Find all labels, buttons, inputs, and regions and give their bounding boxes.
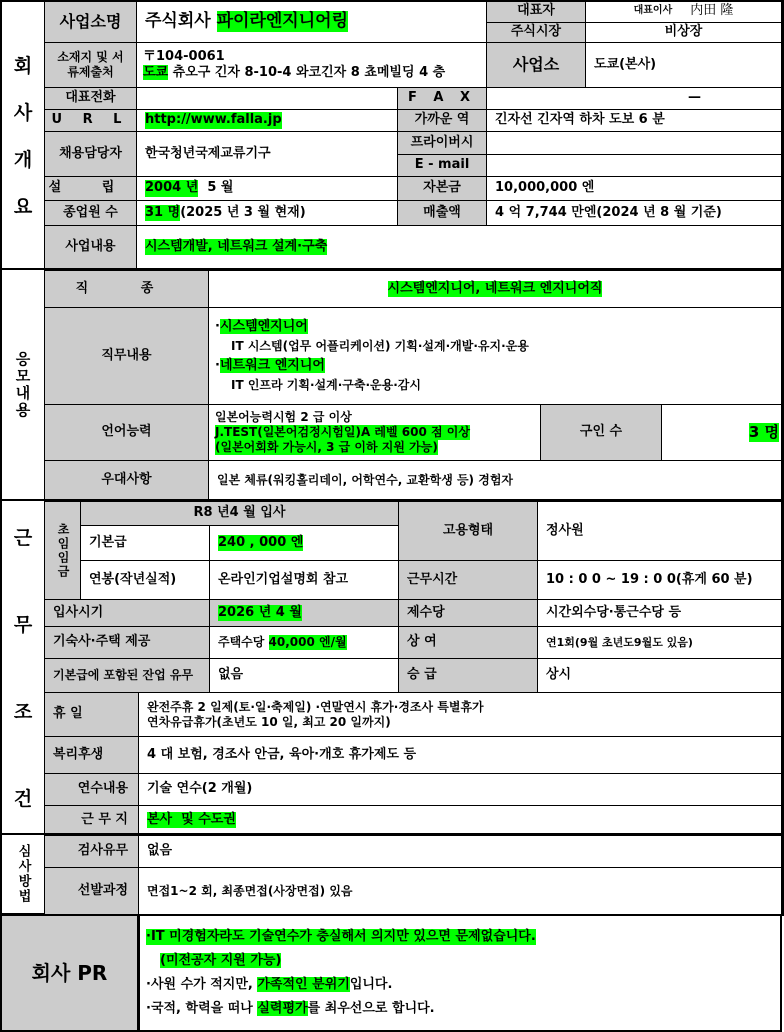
exam-value: 없음 bbox=[138, 835, 782, 868]
base-pay-value: 240 , 000 엔 bbox=[209, 525, 399, 561]
url-value[interactable]: http://www.falla.jp bbox=[136, 109, 398, 132]
start-date-label: 입사시기 bbox=[44, 599, 210, 627]
openings-value: 3 명 bbox=[661, 404, 782, 461]
address-value: 〒104-0061 도쿄 츄오구 긴자 8-10-4 와코긴자 8 쵸메빌딩 4 층 bbox=[136, 42, 487, 88]
address-label: 소재지 및 서류제출처 bbox=[44, 42, 137, 88]
business-value: 시스템개발, 네트워크 설계·구축 bbox=[136, 225, 782, 269]
exam-label: 검사유무 bbox=[44, 835, 139, 868]
annual-salary-value: 온라인기업설명회 참고 bbox=[209, 560, 399, 600]
language-label: 언어능력 bbox=[44, 404, 209, 461]
start-date-value: 2026 년 4 월 bbox=[209, 599, 399, 627]
url-label: U R L bbox=[44, 109, 137, 132]
section-label-application: 응모내용 bbox=[13, 350, 32, 419]
allowance-label: 제수당 bbox=[398, 599, 538, 627]
duty-item: ·네트워크 엔지니어 bbox=[215, 358, 325, 373]
welfare-value: 4 대 보험, 경조사 안금, 육아·개호 휴가제도 등 bbox=[138, 736, 782, 774]
office-label: 사업소 bbox=[486, 42, 586, 88]
company-pr-label: 회사 PR bbox=[0, 914, 139, 1032]
pr-line: ·국적, 학력을 떠나 실력평가를 최우선으로 합니다. bbox=[146, 1001, 435, 1017]
duty-desc: IT 시스템(업무 어플리케이션) 기획·설계·개발·유지·운용 bbox=[231, 339, 529, 353]
work-hours-value: 10 : 0 0 ~ 19 : 0 0(휴게 60 분) bbox=[537, 560, 782, 600]
annual-salary-label: 연봉(작년실적) bbox=[80, 560, 210, 600]
company-name: 주식회사 파이라엔지니어링 bbox=[136, 0, 487, 43]
training-value: 기술 연수(2 개월) bbox=[138, 773, 782, 806]
phone-label: 대표전화 bbox=[44, 87, 137, 110]
overtime-value: 없음 bbox=[209, 658, 399, 693]
capital-value: 10,000,000 엔 bbox=[486, 176, 782, 201]
fax-label: F A X bbox=[397, 87, 487, 110]
stock-market-value: 비상장 bbox=[585, 22, 782, 43]
training-label: 연수내용 bbox=[44, 773, 139, 806]
recruiter-value: 한국청년국제교류기구 bbox=[136, 131, 398, 177]
holiday-value: 완전주휴 2 일제(토·일·축제일) ·연말연시 휴가·경조사 특별휴가 연차유급휴가(초년도 10 일, 최고 20 일까지) bbox=[138, 692, 782, 737]
bonus-value: 연1회(9월 초년도9월도 있음) bbox=[537, 626, 782, 659]
employees-value: 31 명 (2025 년 3 월 현재) bbox=[136, 200, 398, 226]
office-value: 도쿄(본사) bbox=[585, 42, 782, 88]
job-type-label: 직 종 bbox=[44, 270, 209, 308]
raise-value: 상시 bbox=[537, 658, 782, 693]
raise-label: 승 급 bbox=[398, 658, 538, 693]
founded-value: 2004 년 5 월 bbox=[136, 176, 398, 201]
sales-value: 4 억 7,744 만엔(2024 년 8 월 기준) bbox=[486, 200, 782, 226]
founded-label: 설 립 bbox=[44, 176, 137, 201]
privacy-label: 프라이버시 bbox=[397, 131, 487, 155]
company-name-label: 사업소명 bbox=[44, 0, 137, 43]
employment-type-label: 고용형태 bbox=[398, 501, 538, 561]
section-application bbox=[0, 268, 46, 501]
starting-pay-label: 초임임금 bbox=[44, 501, 81, 600]
bonus-label: 상 여 bbox=[398, 626, 538, 659]
selection-process-label: 선발과정 bbox=[44, 867, 139, 915]
holiday-label: 휴 일 bbox=[44, 692, 139, 737]
stock-market-label: 주식시장 bbox=[486, 22, 586, 43]
nearest-station-label: 가까운 역 bbox=[397, 109, 487, 132]
duties-label: 직무내용 bbox=[44, 307, 209, 405]
welfare-label: 복리후생 bbox=[44, 736, 139, 774]
openings-label: 구인 수 bbox=[540, 404, 662, 461]
section-conditions bbox=[0, 499, 46, 835]
representative-label: 대표자 bbox=[486, 0, 586, 23]
section-label-conditions: 근 무 조 건 bbox=[13, 527, 33, 810]
duties-value bbox=[208, 307, 782, 405]
hire-header: R8 년4 월 입사 bbox=[80, 501, 399, 526]
pr-line: (미전공자 지원 가능) bbox=[160, 952, 282, 968]
job-type-value: 시스템엔지니어, 네트워크 엔지니어직 bbox=[208, 270, 782, 308]
allowance-value: 시간외수당·통근수당 등 bbox=[537, 599, 782, 627]
capital-label: 자본금 bbox=[397, 176, 487, 201]
email-value bbox=[486, 154, 782, 177]
preferred-value: 일본 체류(워킹홀리데이, 어학연수, 교환학생 등) 경험자 bbox=[208, 460, 782, 500]
employment-type-value: 정사원 bbox=[537, 501, 782, 561]
company-pr-value bbox=[138, 914, 782, 1032]
duty-item: ·시스템엔지니어 bbox=[215, 318, 308, 334]
selection-process-value: 면접1~2 회, 최종면접(사장면접) 있음 bbox=[138, 867, 782, 915]
section-label-company: 회 사 개 요 bbox=[13, 55, 33, 218]
employees-label: 종업원 수 bbox=[44, 200, 137, 226]
section-label-screening: 심사방법 bbox=[15, 844, 31, 904]
housing-label: 기숙사·주택 제공 bbox=[44, 626, 210, 659]
recruiter-label: 채용담당자 bbox=[44, 131, 137, 177]
email-label: E - mail bbox=[397, 154, 487, 177]
section-company-overview bbox=[0, 0, 46, 270]
work-location-value: 본사 및 수도권 bbox=[138, 805, 782, 835]
work-location-label: 근 무 지 bbox=[44, 805, 139, 835]
sales-label: 매출액 bbox=[397, 200, 487, 226]
work-hours-label: 근무시간 bbox=[398, 560, 538, 600]
section-screening bbox=[0, 833, 46, 915]
fax-value: — bbox=[486, 87, 782, 110]
business-label: 사업내용 bbox=[44, 225, 137, 269]
base-pay-label: 기본급 bbox=[80, 525, 210, 561]
overtime-label: 기본급에 포함된 잔업 유무 bbox=[44, 658, 210, 693]
pr-line: ·사원 수가 적지만, 가족적인 분위기입니다. bbox=[146, 977, 393, 992]
privacy-value bbox=[486, 131, 782, 155]
pr-line: ·IT 미경험자라도 기술연수가 충실해서 의지만 있으면 문제없습니다. bbox=[146, 928, 536, 944]
language-value: 일본어능력시험 2 급 이상 J.TEST(일본어검정시험일)A 레벨 600 점 이상 (일본어회화 가능시, 3 급 이하 지원 가능) bbox=[208, 404, 541, 461]
nearest-station-value: 긴자선 긴자역 하차 도보 6 분 bbox=[486, 109, 782, 132]
preferred-label: 우대사항 bbox=[44, 460, 209, 500]
representative-value: 대표이사 内田 隆 bbox=[585, 0, 782, 23]
phone-value bbox=[136, 87, 398, 110]
duty-desc: IT 인프라 기획·설계·구축·운용·감시 bbox=[231, 378, 421, 393]
housing-value: 주택수당 40,000 엔/월 bbox=[209, 626, 399, 659]
